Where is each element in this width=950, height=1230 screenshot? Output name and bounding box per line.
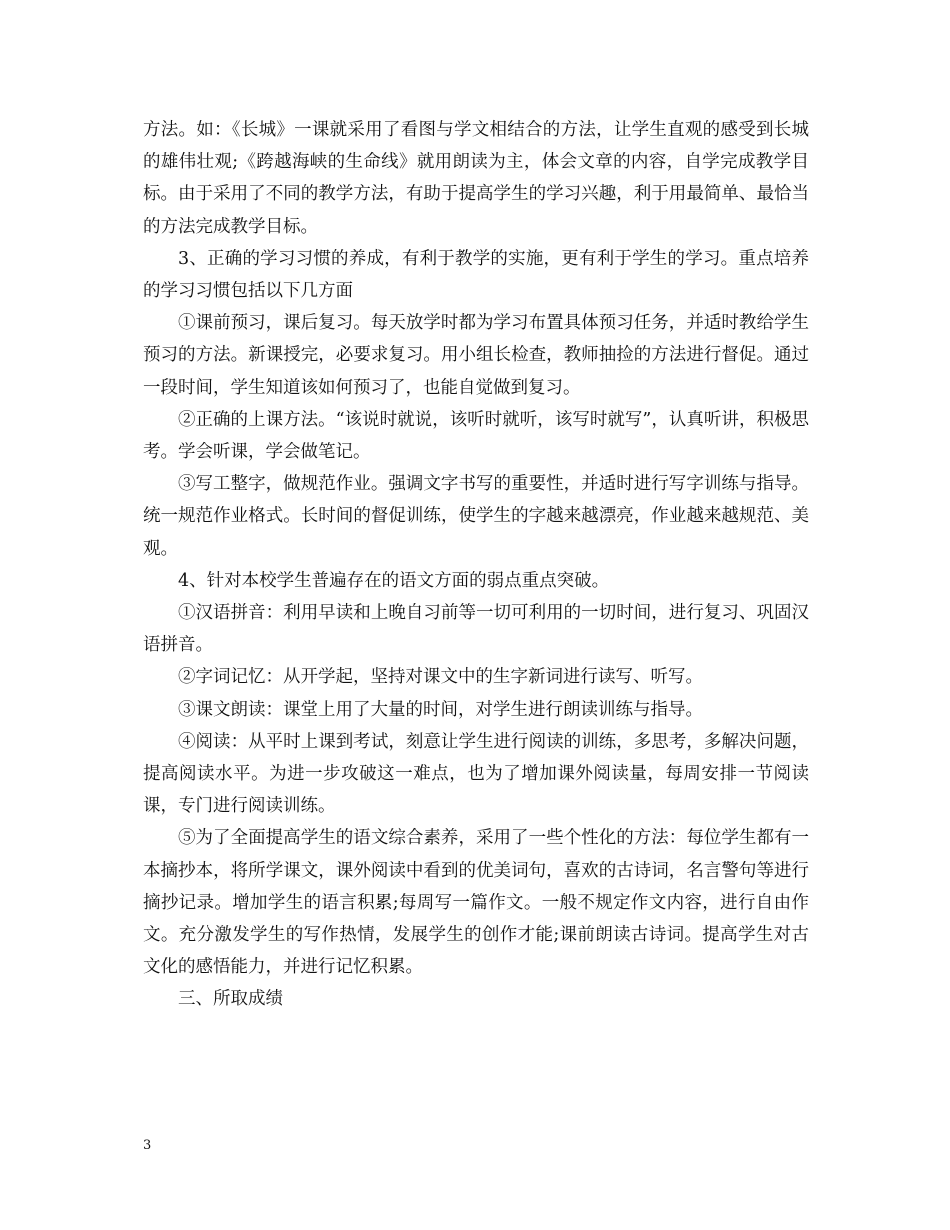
paragraph-word-memory: ②字词记忆：从开学起，坚持对课文中的生字新词进行读写、听写。 (178, 667, 703, 688)
document-body (143, 114, 809, 1016)
page-number: 3 (143, 1138, 152, 1153)
paragraph-preview-review: ①课前预习，课后复习。每天放学时都为学习布置具体预习任务，并适时教给学生预习的方法。新课授完，必要求复习。用小组长检查，教师抽捡的方法进行督促。通过一段时间，学生知道该如何预习了，也能自觉做到复习。 (143, 313, 809, 398)
paragraph-study-habits-heading: 3、正确的学习习惯的养成，有利于教学的实施，更有利于学生的学习。重点培养的学习习惯包括以下几方面 (143, 248, 809, 302)
paragraph-handwriting: ③写工整字，做规范作业。强调文字书写的重要性，并适时进行写字训练与指导。统一规范作业格式。长时间的督促训练，使学生的字越来越漂亮，作业越来越规范、美观。 (143, 474, 809, 559)
paragraph-weakness-heading: 4、针对本校学生普遍存在的语文方面的弱点重点突破。 (178, 570, 610, 591)
section-heading-results: 三、所取成绩 (178, 989, 283, 1010)
paragraph-pinyin: ①汉语拼音：利用早读和上晚自习前等一切可利用的一切时间，进行复习、巩固汉语拼音。 (143, 603, 809, 656)
paragraph-teaching-methods: 方法。如：《长城》一课就采用了看图与学文相结合的方法，让学生直观的感受到长城的雄伟壮观;《跨越海峡的生命线》就用朗读为主，体会文章的内容，自学完成教学目标。由于采用了不同的教学方法，有助于提高学生的学习兴趣，利于用最简单、最恰当的方法完成教学目标。 (143, 120, 809, 237)
paragraph-literacy: ⑤为了全面提高学生的语文综合素养，采用了一些个性化的方法：每位学生都有一本摘抄本，将所学课文，课外阅读中看到的优美词句，喜欢的古诗词，名言警句等进行摘抄记录。增加学生的语言积累;每周写一篇作文。一般不规定作文内容，进行自由作文。充分激发学生的写作热情，发展学生的创作才能;课前朗读古诗词。提高学生对古文化的感悟能力，并进行记忆积累。 (143, 828, 809, 978)
paragraph-class-method: ②正确的上课方法。“该说时就说，该听时就听，该写时就写”，认真听讲，积极思考。学会听课，学会做笔记。 (143, 409, 809, 463)
paragraph-reading-aloud: ③课文朗读：课堂上用了大量的时间，对学生进行朗读训练与指导。 (178, 699, 703, 720)
paragraph-reading: ④阅读：从平时上课到考试，刻意让学生进行阅读的训练，多思考，多解决问题，提高阅读水平。为进一步攻破这一难点，也为了增加课外阅读量，每周安排一节阅读课，专门进行阅读训练。 (143, 731, 809, 817)
